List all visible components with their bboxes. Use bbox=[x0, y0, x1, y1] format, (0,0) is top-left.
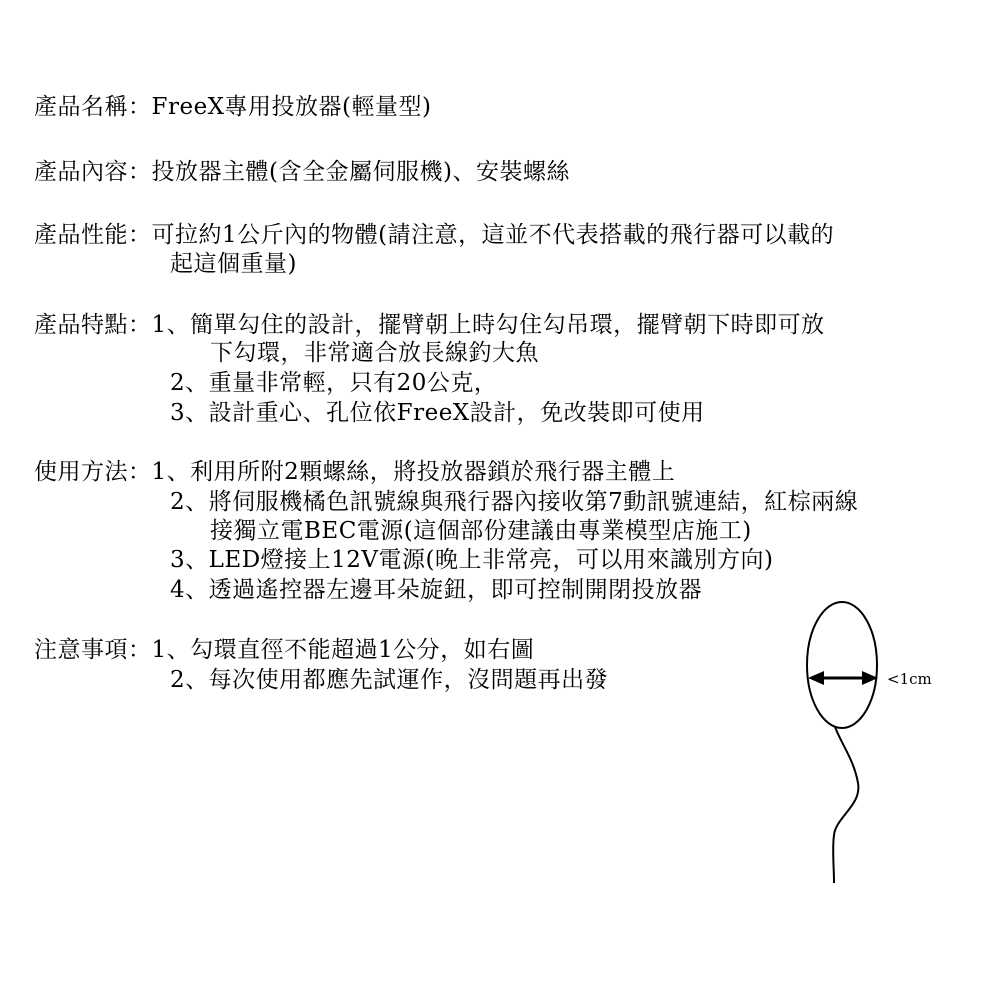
notes-line-2: 2、每次使用都應先試運作，沒問題再出發 bbox=[170, 667, 609, 693]
performance-line-1: 產品性能：可拉約1公斤內的物體(請注意，這並不代表搭載的飛行器可以載的 bbox=[34, 222, 835, 248]
hook-ring-ellipse bbox=[807, 602, 877, 728]
features-line-3: 2、重量非常輕，只有20公克， bbox=[170, 370, 498, 396]
features-line-2: 下勾環，非常適合放長線釣大魚 bbox=[210, 340, 539, 366]
usage-line-5: 4、透過遙控器左邊耳朵旋鈕，即可控制開閉投放器 bbox=[170, 577, 703, 603]
usage-line-1: 使用方法：1、利用所附2顆螺絲，將投放器鎖於飛行器主體上 bbox=[34, 459, 676, 485]
hook-ring-diagram bbox=[790, 595, 990, 895]
product-content-line: 產品內容：投放器主體(含全金屬伺服機)、安裝螺絲 bbox=[34, 159, 570, 185]
product-name-line: 產品名稱：FreeX專用投放器(輕量型) bbox=[34, 94, 432, 120]
left-arrow-head-icon bbox=[808, 671, 824, 685]
size-label: <1cm bbox=[887, 670, 932, 688]
performance-line-2: 起這個重量) bbox=[170, 251, 297, 277]
usage-line-2: 2、將伺服機橘色訊號線與飛行器內接收第7動訊號連結，紅棕兩線 bbox=[170, 489, 859, 515]
hanging-string-line bbox=[833, 727, 858, 883]
usage-line-4: 3、LED燈接上12V電源(晚上非常亮，可以用來識別方向) bbox=[170, 547, 774, 573]
features-line-1: 產品特點：1、簡單勾住的設計，擺臂朝上時勾住勾吊環，擺臂朝下時即可放 bbox=[34, 312, 825, 338]
notes-line-1: 注意事項：1、勾環直徑不能超過1公分，如右圖 bbox=[34, 637, 535, 663]
usage-line-3: 接獨立電BEC電源(這個部份建議由專業模型店施工) bbox=[210, 518, 752, 544]
features-line-4: 3、設計重心、孔位依FreeX設計，免改裝即可使用 bbox=[170, 400, 705, 426]
